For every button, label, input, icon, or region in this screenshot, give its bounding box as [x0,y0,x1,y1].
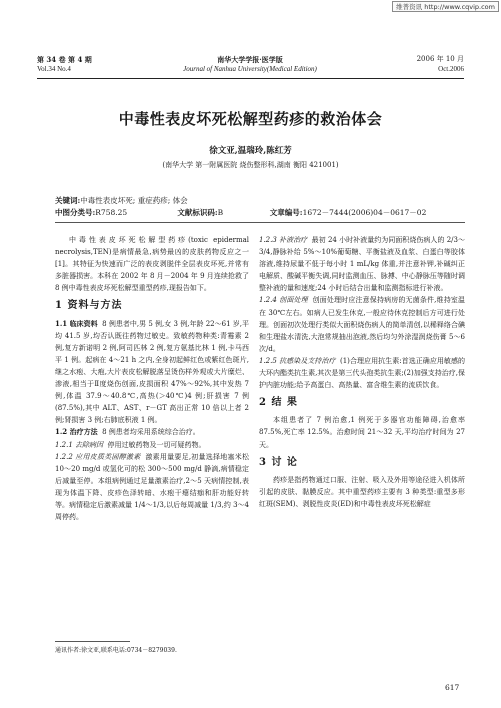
heading-1-2-5: 1.2.5 抗感染及支持治疗 [259,356,336,365]
clc-block [55,207,175,218]
volume-cn: 第 34 卷 第 4 期 [37,55,92,64]
right-column [259,234,465,510]
section-heading-3: 3 讨 论 [259,456,298,468]
footnote-divider [55,641,130,642]
header-divider [37,78,464,79]
paragraph-1-2-4 [259,294,465,354]
heading-1-1: 1.1 临床资料 [55,318,98,328]
body-1-2-1: 停用过敏药物及一切可疑药物。 [107,440,206,449]
paragraph-1-2 [55,426,249,438]
intro-paragraph [55,234,249,294]
keywords-label: 关键词: [55,196,81,205]
paragraph-1-2-5 [259,355,465,391]
date-header [417,55,464,74]
body-1-2: 8 例患者均采用系统综合治疗。 [102,428,200,437]
paragraph-1-2-2 [55,451,249,524]
journal-name-cn: 南华大学学报·医学版 [217,55,283,64]
heading-1-2: 1.2 治疗方法 [55,427,98,437]
article-authors: 徐文亚,温瑞玲,陈红芳 [209,146,292,156]
paragraph-1-1 [55,318,249,427]
discussion-paragraph: 药疹是指药物通过口服、注射、吸入及外用等途径进入机体所引起的皮肤、黏膜反应。其中重型药疹主要有 3 种类型:重型多形红斑(SEM)、剥脱性皮炎(ED)和中毒性表皮坏死松解症 [259,475,465,508]
heading-1-2-2: 1.2.2 应用皮质类固醇激素 [55,452,141,461]
keywords-row [55,195,188,206]
page-number: 617 [445,683,460,692]
volume-en: Vol.34 No.4 [37,64,71,73]
doc-code-value: B [217,208,224,217]
clc-value: R758.25 [95,208,128,217]
article-number-label: 文章编号: [269,208,303,217]
doc-code-label: 文献标识码: [177,208,218,217]
doc-code-block [177,207,267,218]
heading-1-2-1: 1.2.1 去除病因 [55,440,104,449]
body-1-1: 8 例患者中,男 5 例,女 3 例,年龄 22～61 岁,平均 41.5 岁,均否认既往药物过敏史。致敏药物种类:青霉素 2 例,复方新诺明 2 例,阿司匹林 2 例,复方氨基比林 1 例,卡马西平 1 例。起病在 4～21 h 之内,全身初起鲜红色或紫红色斑片,继之水疱、大疱,大片表皮松解脱落呈烫伤样外观或大片糜烂、渗液,相当于Ⅱ度烧伤创面,皮损面积 47%～92%,其中发热 7 例,体温 37.9～40.8℃,高热(＞40℃)4 例;肝损害 7 例(87.5%),其中 ALT、AST、r－GT 高出正常 10 倍以上者 2 例;肾损害 3 例;右肺底积液 1 例。 [55,319,249,425]
paragraph-1-2-3 [259,234,465,294]
author-affiliation: (南华大学 第一附属医院 烧伤整形科,湖南 衡阳 421001) [162,161,339,169]
section-heading-2: 2 结 果 [259,397,298,409]
body-1-2-3: 最初 24 小时补液量约为同面积烧伤病人的 2/3～3/4,静脉补给 5%～10%葡萄糖、平衡盐液及血浆、白蛋白等胶体溶液,维持尿量不低于每小时 1 mL/kg 体重,并注意补钾,补碱纠正电解质、酸碱平衡失调,同时监测血压、脉搏、中心静脉压等随时调整补液的量和速度;24 小时后结合出量和监测指标进行补液。 [259,236,465,293]
article-number-value: 1672－7444(2006)04－0617－02 [302,208,427,217]
corresponding-author-footnote: 通讯作者:徐文亚,联系电话:0734－8279039. [55,647,177,654]
results-paragraph: 本组患者了 7 例治愈,1 例死于多器官功能障碍,治愈率 87.5%,死亡率 12.5%。治愈时间 21～32 天,平均治疗时间为 27 天。 [259,416,465,449]
section-heading-1: 1 资料与方法 [55,300,123,312]
article-title: 中毒性表皮坏死松解型药疹的救治体会 [118,110,383,128]
left-column [55,234,249,523]
keywords-text: 中毒性表皮坏死; 重症药疹; 体会 [80,196,188,205]
intro-text: 中毒性表皮坏死松解型药疹(toxic epidermal necrolysis,TEN)是病情最急,病势最凶的皮肤药物反应之一[1]。其特征为快速而广泛的表皮剥脱伴全层表皮坏死,并常有多脏器损害。本科在 2002 年 8 月－2004 年 9 月连续抢救了 8 例中毒性表皮坏死松解型重型药疹,现报告如下。 [55,236,249,293]
classification-row [55,207,465,218]
paragraph-1-2-1 [55,439,249,451]
article-number-block [270,207,427,218]
journal-header [140,55,360,74]
journal-name-en: Journal of Nanhua University(Medical Edition) [183,64,317,73]
heading-1-2-3: 1.2.3 补液治疗 [259,236,308,244]
heading-1-2-4: 1.2.4 创面处理 [259,296,308,305]
body-1-2-4: 创面处理时应注意保持病房的无菌条件,维持室温在 30℃左右。如病人已发生休克,一般应待休克控制后方可进行处理。创面初次处理行类似大面积烧伤病人的简单清创,以稀释络合碘和生理盐水清洗,大泡常规抽出泡液,然后均匀外涂湿润烧伤膏 5～6 次/d。 [259,296,466,353]
source-watermark: 维普资讯 http://www.cqvip.com [392,1,499,12]
date-cn: 2006 年 10 月 [416,55,464,63]
clc-label: 中图分类号: [55,208,96,217]
date-en: Oct.2006 [438,64,464,73]
body-1-2-5: (1)合理应用抗生素:首选正确应用敏感的大环内酯类抗生素,其次是第三代头孢类抗生素;(2)加强支持治疗,保护内脏功能;给予高蛋白、高热量、富含维生素的流质饮食。 [259,356,465,390]
body-1-2-2: 激素用量要足,初量选择地塞米松 10～20 mg/d 或氢化可的松 300～500 mg/d 静滴,病情稳定后减量至停。本组病例通过足量激素治疗,2～5 天病情控制,表现为体温下降、皮疹色泽转暗、水疱干瘪结痂和肝功能好转等。病情稳定后激素减量 1/4～1/3,以后每周减量 1/3,约 3～4 周停药。 [55,452,249,522]
meta-divider [55,222,465,223]
volume-header [37,55,92,74]
